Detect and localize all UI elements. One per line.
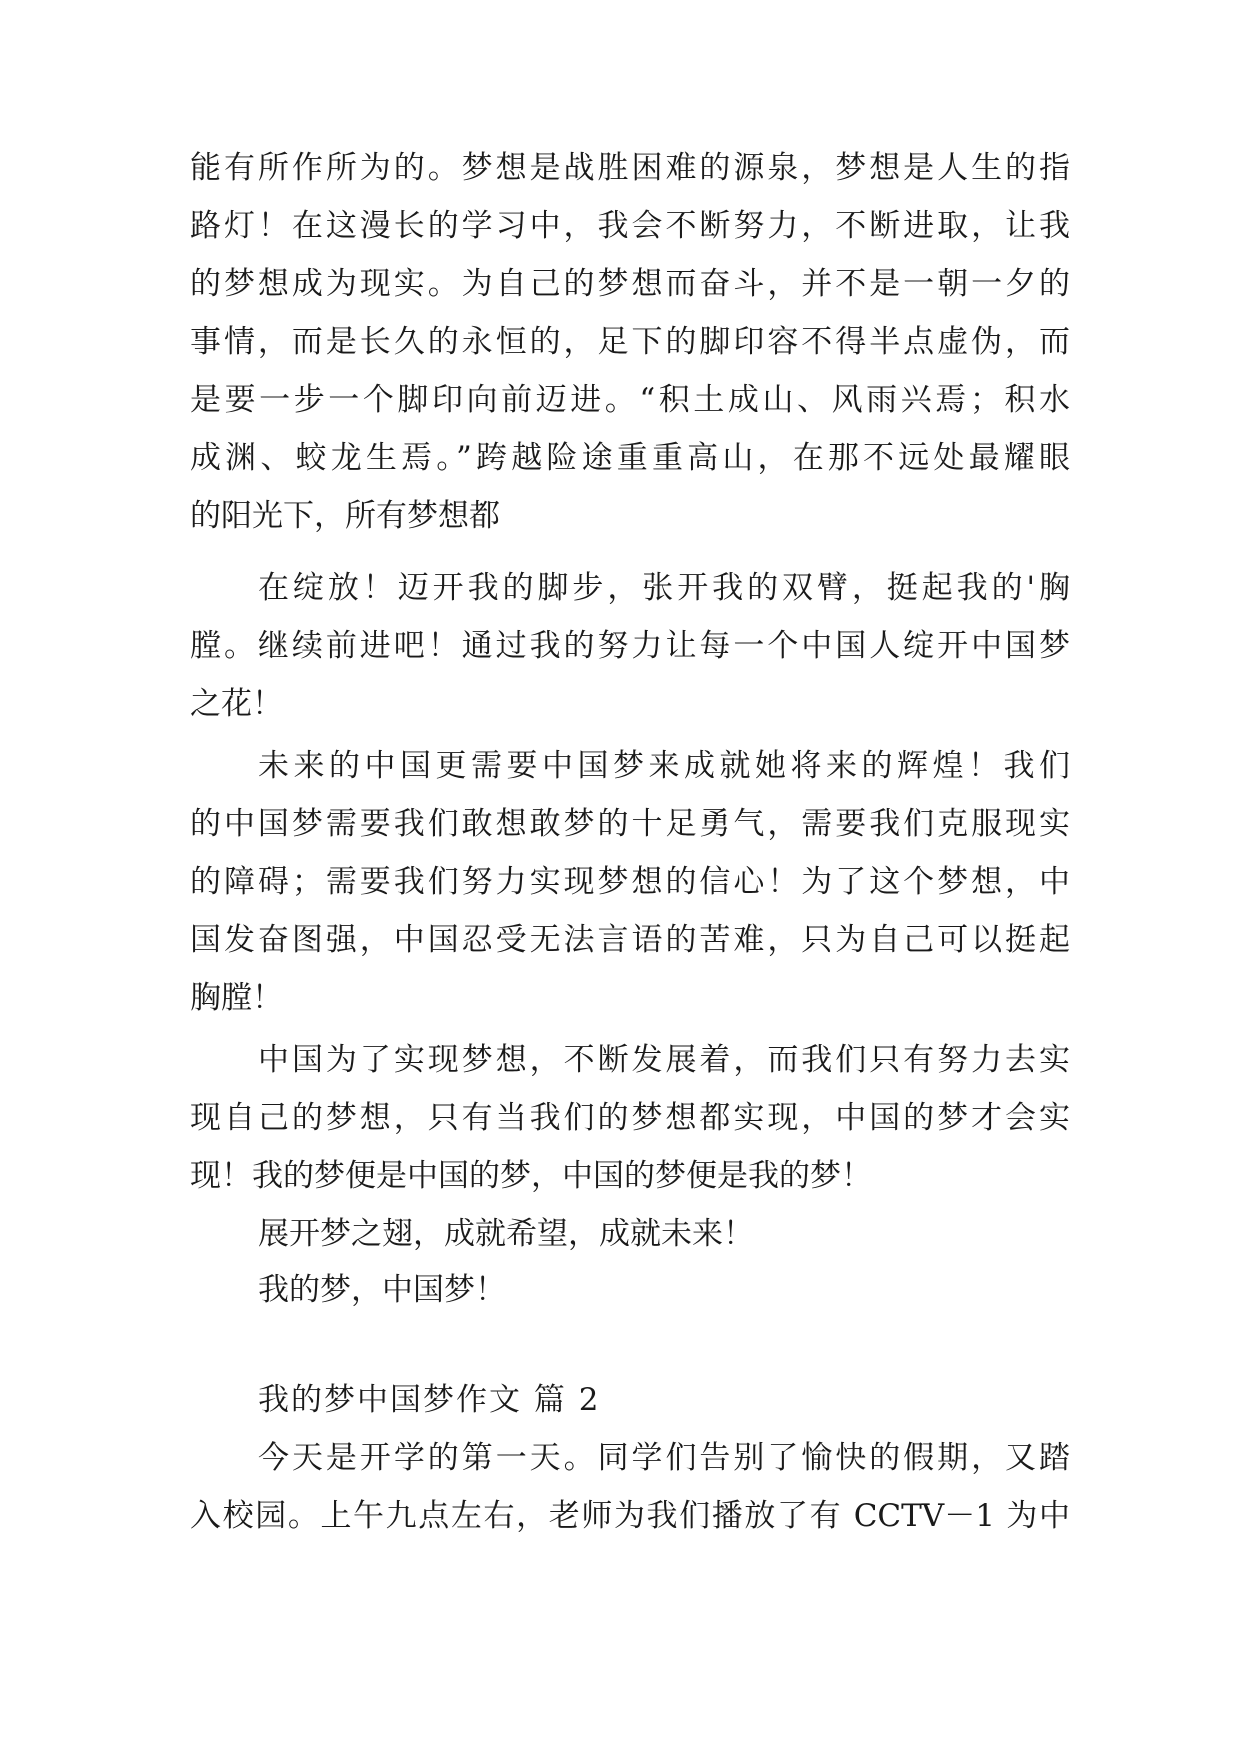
paragraph-line: 之花！ (190, 686, 283, 722)
paragraph-line: 今天是开学的第一天。同学们告别了愉快的假期，又踏 (258, 1440, 1070, 1476)
paragraph-line: 展开梦之翅，成就希望，成就未来！ (258, 1216, 754, 1252)
paragraph-line: 能有所作所为的。梦想是战胜困难的源泉，梦想是人生的指 (190, 150, 1070, 186)
paragraph-line: 路灯！在这漫长的学习中，我会不断努力，不断进取，让我 (190, 208, 1070, 244)
paragraph-line: 膛。继续前进吧！通过我的努力让每一个中国人绽开中国梦 (190, 628, 1070, 664)
paragraph-line: 是要一步一个脚印向前迈进。“积土成山、风雨兴焉；积水 (190, 382, 1070, 418)
paragraph-line: 中国为了实现梦想，不断发展着，而我们只有努力去实 (258, 1042, 1070, 1078)
paragraph-line: 的障碍；需要我们努力实现梦想的信心！为了这个梦想，中 (190, 864, 1070, 900)
paragraph-line: 事情，而是长久的永恒的，足下的脚印容不得半点虚伪，而 (190, 324, 1070, 360)
paragraph-line: 我的梦，中国梦！ (258, 1272, 506, 1308)
paragraph-line: 在绽放！迈开我的脚步，张开我的双臂，挺起我的'胸 (258, 570, 1070, 606)
paragraph-line: 入校园。上午九点左右，老师为我们播放了有 CCTV－1 为中 (190, 1498, 1070, 1534)
paragraph-line: 的中国梦需要我们敢想敢梦的十足勇气，需要我们克服现实 (190, 806, 1070, 842)
paragraph-line: 的阳光下，所有梦想都 (190, 498, 500, 534)
paragraph-line: 的梦想成为现实。为自己的梦想而奋斗，并不是一朝一夕的 (190, 266, 1070, 302)
paragraph-line: 现！我的梦便是中国的梦，中国的梦便是我的梦！ (190, 1158, 872, 1194)
paragraph-line: 未来的中国更需要中国梦来成就她将来的辉煌！我们 (258, 748, 1070, 784)
paragraph-line: 成渊、蛟龙生焉。”跨越险途重重高山，在那不远处最耀眼 (190, 440, 1070, 476)
paragraph-line: 现自己的梦想，只有当我们的梦想都实现，中国的梦才会实 (190, 1100, 1070, 1136)
paragraph-line: 国发奋图强，中国忍受无法言语的苦难，只为自己可以挺起 (190, 922, 1070, 958)
paragraph-line: 胸膛！ (190, 980, 283, 1016)
section-heading: 我的梦中国梦作文 篇 2 (258, 1382, 601, 1418)
